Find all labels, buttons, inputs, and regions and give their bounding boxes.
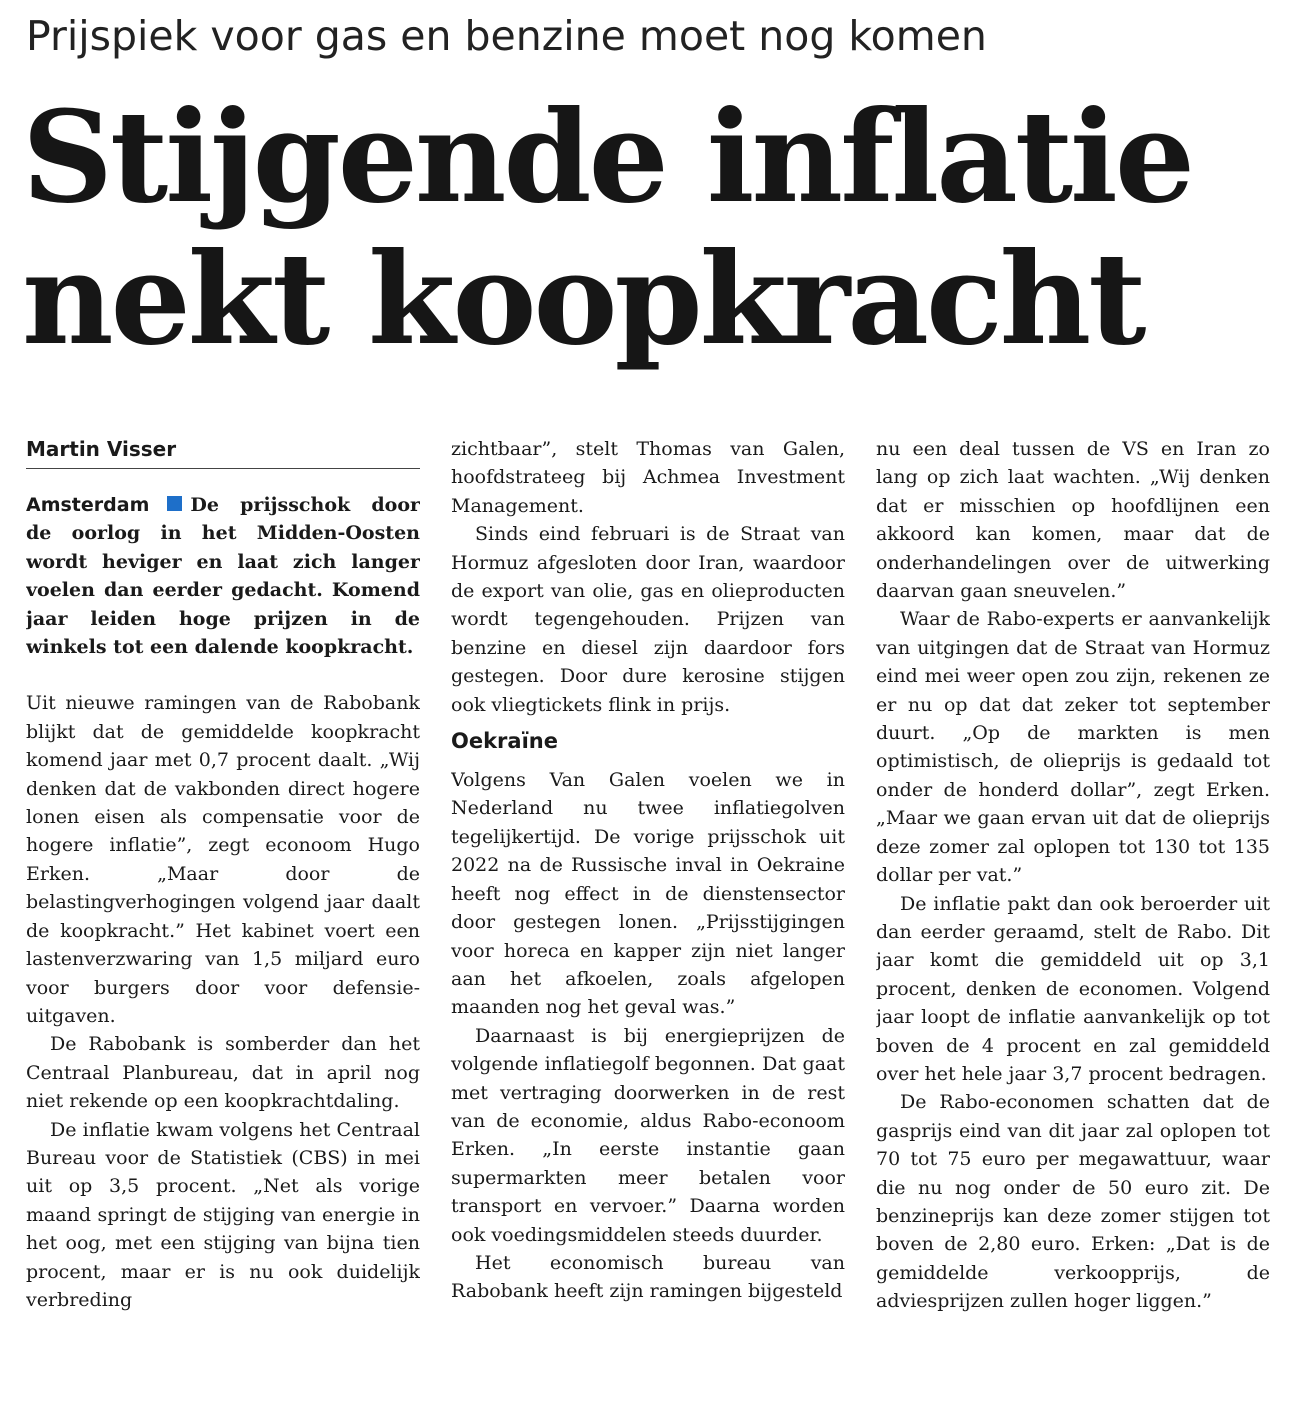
lead-text: De prijsschok door de oorlog in het Midden-Oosten wordt heviger en laat zich langer voelen dan eerder gedacht. Komend jaar leiden hoge prijzen in de winkels tot een dalende koopkracht. [26, 494, 420, 659]
body-paragraph: nu een deal tussen de VS en Iran zo lang op zich laat wachten. „Wij denken dat er misschien op hoofdlijnen een akkoord kan komen, maar dat de onderhandelingen over de uitwerking daarvan gaan sneuvelen.” [876, 438, 1270, 603]
article-lead [26, 491, 420, 661]
blue-square-icon [167, 496, 182, 511]
article-column-1 [26, 435, 420, 1425]
article-headline [22, 83, 1193, 373]
body-paragraph: Daarnaast is bij energieprijzen de volgende inflatiegolf begonnen. Dat gaat met vertraging doorwerken in de rest van de economie, aldus Rabo-econoom Erken. „In eerste instantie gaan supermarkten meer betalen voor transport en vervoer.” Daarna worden ook voedingsmiddelen steeds duurder. [451, 1024, 845, 1246]
body-paragraph: Uit nieuwe ramingen van de Rabobank blijkt dat de gemiddelde koopkracht komend jaar met 0,7 procent daalt. „Wij denken dat de vakbonden direct hogere lonen eisen als compensatie voor de hogere inflatie”, zegt econoom Hugo Erken. „Maar door de belastingverhogingen volgend jaar daalt de koopkracht.” Het kabinet voert een lastenverzwaring van 1,5 miljard euro voor burgers door voor defensie-uitgaven. [26, 692, 420, 1027]
body-paragraph: Het economisch bureau van Rabobank heeft zijn ramingen bijgesteld [451, 1251, 845, 1303]
headline-line-2: nekt koopkracht [22, 225, 1144, 373]
article-column-2 [451, 435, 845, 1425]
headline-line-1: Stijgende inflatie [22, 83, 1193, 231]
body-paragraph: De Rabo-economen schatten dat de gasprijs eind van dit jaar zal oplopen tot 70 tot 75 euro per megawattuur, waar die nu nog onder de 50 euro zit. De benzineprijs kan deze zomer stijgen tot boven de 2,80 euro. Erken: „Dat is de gemiddelde verkoopprijs, de adviesprijzen zullen hoger liggen.” [876, 1091, 1270, 1313]
body-paragraph: De Rabobank is somberder dan het Centraal Planbureau, dat in april nog niet rekende op een koopkrachtdaling. [26, 1033, 420, 1113]
body-paragraph: De inflatie kwam volgens het Centraal Bureau voor de Statistiek (CBS) in mei uit op 3,5 procent. „Net als vorige maand springt de stijging van energie in het oog, met een stijging van bijna tien procent, maar er is nu ook duidelijk verbreding [26, 1118, 420, 1311]
body-paragraph: zichtbaar”, stelt Thomas van Galen, hoofdstrateeg bij Achmea Investment Management. [451, 438, 845, 517]
dateline: Amsterdam [26, 494, 150, 516]
section-subhead: Oekraïne [451, 729, 558, 754]
article-kicker: Prijspiek voor gas en benzine moet nog komen [26, 12, 987, 60]
byline: Martin Visser [26, 435, 420, 469]
body-paragraph: Volgens Van Galen voelen we in Nederland nu twee inflatiegolven tegelijkertijd. De vorige prijsschok uit 2022 na de Russische inval in Oekraine heeft nog effect in de dienstensector door gestegen lonen. „Prijsstijgingen voor horeca en kapper zijn niet langer aan het afkoelen, zoals afgelopen maanden nog het geval was.” [451, 769, 845, 1019]
article-column-3 [876, 435, 1270, 1425]
body-paragraph: Sinds eind februari is de Straat van Hormuz afgesloten door Iran, waardoor de export van olie, gas en olieproducten wordt tegengehouden. Prijzen van benzine en diesel zijn daardoor fors gestegen. Door dure kerosine stijgen ook vliegtickets flink in prijs. [451, 523, 845, 716]
body-paragraph: De inflatie pakt dan ook beroerder uit dan eerder geraamd, stelt de Rabo. Dit jaar komt die gemiddeld uit op 3,1 procent, denken de economen. Volgend jaar loopt de inflatie aanvankelijk op tot boven de 4 procent en zal gemiddeld over het hele jaar 3,7 procent bedragen. [876, 892, 1270, 1085]
body-paragraph: Waar de Rabo-experts er aanvankelijk van uitgingen dat de Straat van Hormuz eind mei weer open zou zijn, rekenen ze er nu op dat dat zeker tot september duurt. „Op de markten is men optimistisch, de olieprijs is gedaald tot onder de honderd dollar”, zegt Erken. „Maar we gaan ervan uit dat de olieprijs deze zomer zal oplopen tot 130 tot 135 dollar per vat.” [876, 608, 1270, 887]
